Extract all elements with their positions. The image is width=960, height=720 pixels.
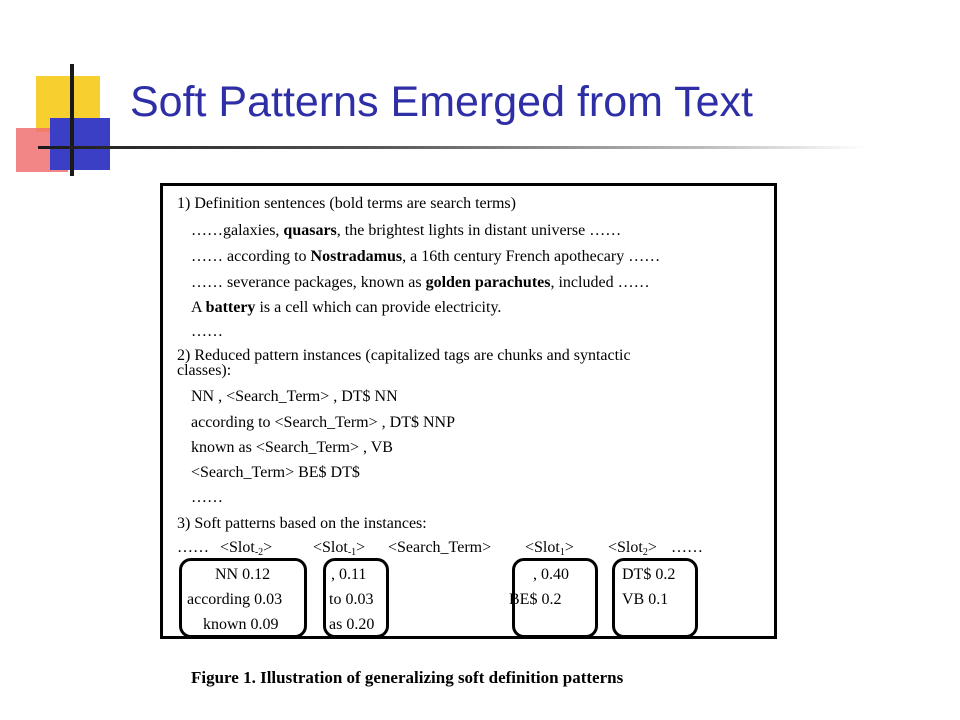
- figure-caption: Figure 1. Illustration of generalizing soft definition patterns: [191, 668, 624, 687]
- section2-ellipsis: ……: [191, 489, 223, 506]
- section3-heading: 3) Soft patterns based on the instances:: [177, 515, 427, 532]
- slot-lead-ellipsis: ……: [177, 539, 209, 556]
- slot-value: , 0.40: [533, 566, 569, 583]
- slide-title: Soft Patterns Emerged from Text: [130, 78, 753, 126]
- pattern-instance: NN , <Search_Term> , DT$ NN: [191, 388, 398, 405]
- section2-heading-line2: classes):: [177, 362, 232, 379]
- slot-value: VB 0.1: [622, 591, 669, 608]
- slot-minus-2: <Slot$_{-2}$>: [220, 539, 273, 558]
- definition-sentence-3: [191, 274, 650, 292]
- definition-sentence-1: [191, 222, 621, 240]
- figure-box: [160, 183, 777, 639]
- slot-value: DT$ 0.2: [622, 566, 676, 583]
- sentence-text: , a 16th century French apothecary ……: [402, 248, 661, 265]
- sentence-text: ……galaxies,: [191, 222, 284, 239]
- search-term-slot: <Search_Term>: [388, 539, 492, 556]
- sentence-text: , included ……: [550, 274, 650, 291]
- slot-2: <Slot$_2$>: [608, 539, 657, 558]
- section2-heading-line1: 2) Reduced pattern instances (capitalized tags are chunks and syntactic: [177, 347, 631, 364]
- slot-value: , 0.11: [331, 566, 367, 583]
- pattern-instance: known as <Search_Term> , VB: [191, 439, 393, 456]
- search-term: Nostradamus: [310, 248, 403, 265]
- decor-blue-square: [50, 118, 110, 170]
- slot-value: according 0.03: [187, 591, 283, 608]
- title-underline: [38, 146, 866, 149]
- sentence-text: …… severance packages, known as: [191, 274, 426, 291]
- slot-value: BE$ 0.2: [509, 591, 562, 608]
- decor-vertical-line: [70, 64, 74, 176]
- search-term: quasars: [283, 222, 337, 239]
- slot-value: to 0.03: [329, 591, 374, 608]
- sentence-text: , the brightest lights in distant universe ……: [336, 222, 622, 239]
- pattern-instance: <Search_Term> BE$ DT$: [191, 464, 360, 481]
- slot-value: known 0.09: [203, 616, 279, 633]
- slot-value: as 0.20: [329, 616, 375, 633]
- slot-value: NN 0.12: [215, 566, 271, 583]
- slot-minus-1: <Slot$_{-1}$>: [313, 539, 366, 558]
- section1-heading: 1) Definition sentences (bold terms are search terms): [177, 195, 516, 212]
- search-term: battery: [205, 299, 256, 316]
- sentence-text: A: [191, 299, 206, 316]
- sentence-text: …… according to: [191, 248, 311, 265]
- slot-trail-ellipsis: ……: [671, 539, 703, 556]
- definition-sentence-2: [191, 248, 660, 266]
- sentence-text: is a cell which can provide electricity.: [255, 299, 502, 316]
- search-term: golden parachutes: [425, 274, 551, 291]
- section1-ellipsis: ……: [191, 323, 223, 340]
- definition-sentence-4: [191, 299, 501, 317]
- slot-1: <Slot$_1$>: [525, 539, 574, 558]
- pattern-instance: according to <Search_Term> , DT$ NNP: [191, 414, 455, 431]
